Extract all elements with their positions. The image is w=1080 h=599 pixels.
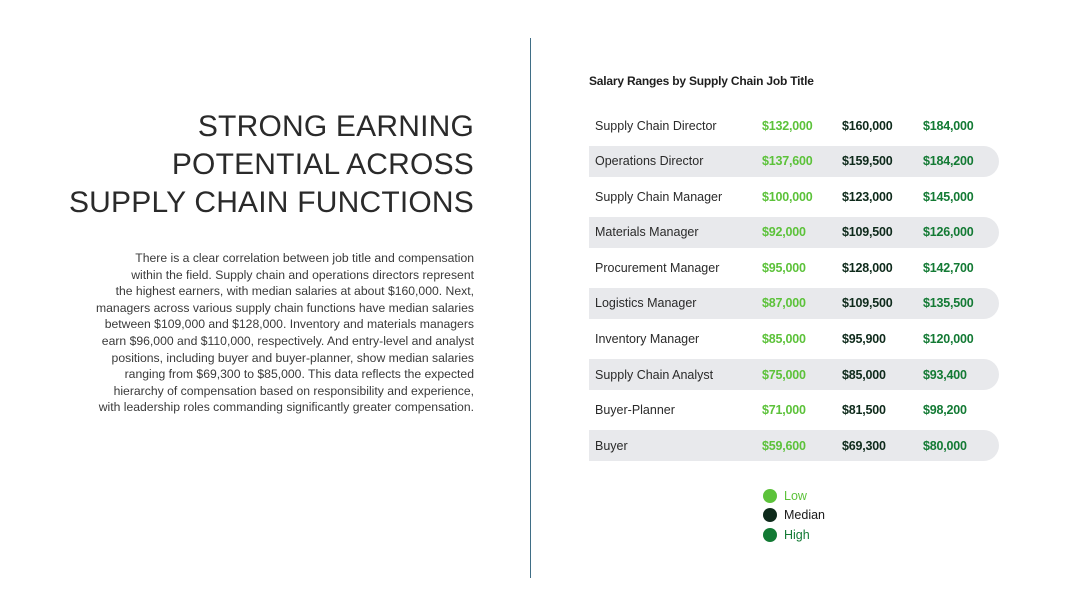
- job-title-cell: Buyer-Planner: [595, 403, 675, 418]
- table-title: Salary Ranges by Supply Chain Job Title: [589, 74, 814, 88]
- median-salary-cell: $159,500: [842, 154, 893, 169]
- legend-item-high: [763, 525, 825, 545]
- high-salary-cell: $98,200: [923, 403, 967, 418]
- table-row: [589, 430, 999, 461]
- low-salary-cell: $92,000: [762, 225, 806, 240]
- job-title-cell: Materials Manager: [595, 225, 699, 240]
- table-row: [589, 217, 999, 248]
- low-salary-cell: $85,000: [762, 332, 806, 347]
- high-salary-cell: $126,000: [923, 225, 974, 240]
- median-salary-cell: $85,000: [842, 367, 886, 382]
- median-salary-cell: $128,000: [842, 260, 893, 275]
- job-title-cell: Inventory Manager: [595, 332, 700, 347]
- job-title-cell: Procurement Manager: [595, 260, 720, 275]
- legend-dot-icon: [763, 489, 777, 503]
- median-salary-cell: $160,000: [842, 118, 893, 133]
- low-salary-cell: $59,600: [762, 438, 806, 453]
- legend: [763, 486, 825, 545]
- low-salary-cell: $71,000: [762, 403, 806, 418]
- low-salary-cell: $137,600: [762, 154, 813, 169]
- low-salary-cell: $75,000: [762, 367, 806, 382]
- low-salary-cell: $132,000: [762, 118, 813, 133]
- paragraph-line: the highest earners, with median salaries at about $160,000. Next,: [115, 284, 474, 299]
- median-salary-cell: $81,500: [842, 403, 886, 418]
- median-salary-cell: $95,900: [842, 332, 886, 347]
- legend-label: High: [784, 527, 810, 542]
- legend-label: Median: [784, 508, 825, 523]
- high-salary-cell: $93,400: [923, 367, 967, 382]
- high-salary-cell: $145,000: [923, 189, 974, 204]
- median-salary-cell: $109,500: [842, 296, 893, 311]
- page-headline: [60, 108, 474, 222]
- table-row: [589, 181, 999, 212]
- paragraph-line: between $109,000 and $128,000. Inventory and materials managers: [104, 317, 474, 332]
- high-salary-cell: $80,000: [923, 438, 967, 453]
- table-row: [589, 324, 999, 355]
- high-salary-cell: $184,200: [923, 154, 974, 169]
- median-salary-cell: $123,000: [842, 189, 893, 204]
- paragraph-line: ranging from $69,300 to $85,000. This data reflects the expected: [124, 367, 474, 382]
- legend-label: Low: [784, 488, 807, 503]
- high-salary-cell: $135,500: [923, 296, 974, 311]
- intro-section: [60, 108, 474, 416]
- table-row: [589, 288, 999, 319]
- high-salary-cell: $120,000: [923, 332, 974, 347]
- low-salary-cell: $95,000: [762, 260, 806, 275]
- paragraph-line: There is a clear correlation between job title and compensation: [135, 251, 474, 265]
- median-salary-cell: $69,300: [842, 438, 886, 453]
- job-title-cell: Supply Chain Director: [595, 118, 717, 133]
- legend-item-low: [763, 486, 825, 506]
- vertical-divider: [530, 38, 531, 578]
- paragraph-line: with leadership roles commanding significantly greater compensation.: [98, 400, 474, 415]
- job-title-cell: Buyer: [595, 438, 628, 453]
- headline-line: SUPPLY CHAIN FUNCTIONS: [68, 186, 474, 219]
- high-salary-cell: $184,000: [923, 118, 974, 133]
- legend-dot-icon: [763, 528, 777, 542]
- legend-dot-icon: [763, 508, 777, 522]
- paragraph-line: managers across various supply chain functions have median salaries: [95, 300, 474, 315]
- intro-paragraph: [60, 250, 474, 416]
- job-title-cell: Supply Chain Analyst: [595, 367, 714, 382]
- low-salary-cell: $100,000: [762, 189, 813, 204]
- paragraph-line: positions, including buyer and buyer-planner, show median salaries: [111, 350, 474, 365]
- table-row: [589, 146, 999, 177]
- table-row: [589, 359, 999, 390]
- salary-table: [589, 110, 999, 466]
- low-salary-cell: $87,000: [762, 296, 806, 311]
- headline-line: STRONG EARNING: [197, 110, 474, 143]
- table-row: [589, 395, 999, 426]
- median-salary-cell: $109,500: [842, 225, 893, 240]
- legend-item-median: [763, 506, 825, 526]
- table-row: [589, 252, 999, 283]
- high-salary-cell: $142,700: [923, 260, 974, 275]
- headline-line: POTENTIAL ACROSS: [171, 148, 474, 181]
- paragraph-line: earn $96,000 and $110,000, respectively. And entry-level and analyst: [101, 333, 474, 348]
- table-row: [589, 110, 999, 141]
- job-title-cell: Logistics Manager: [595, 296, 697, 311]
- paragraph-line: hierarchy of compensation based on responsibility and experience,: [113, 383, 474, 398]
- paragraph-line: within the field. Supply chain and operations directors represent: [131, 267, 474, 282]
- job-title-cell: Supply Chain Manager: [595, 189, 723, 204]
- job-title-cell: Operations Director: [595, 154, 704, 169]
